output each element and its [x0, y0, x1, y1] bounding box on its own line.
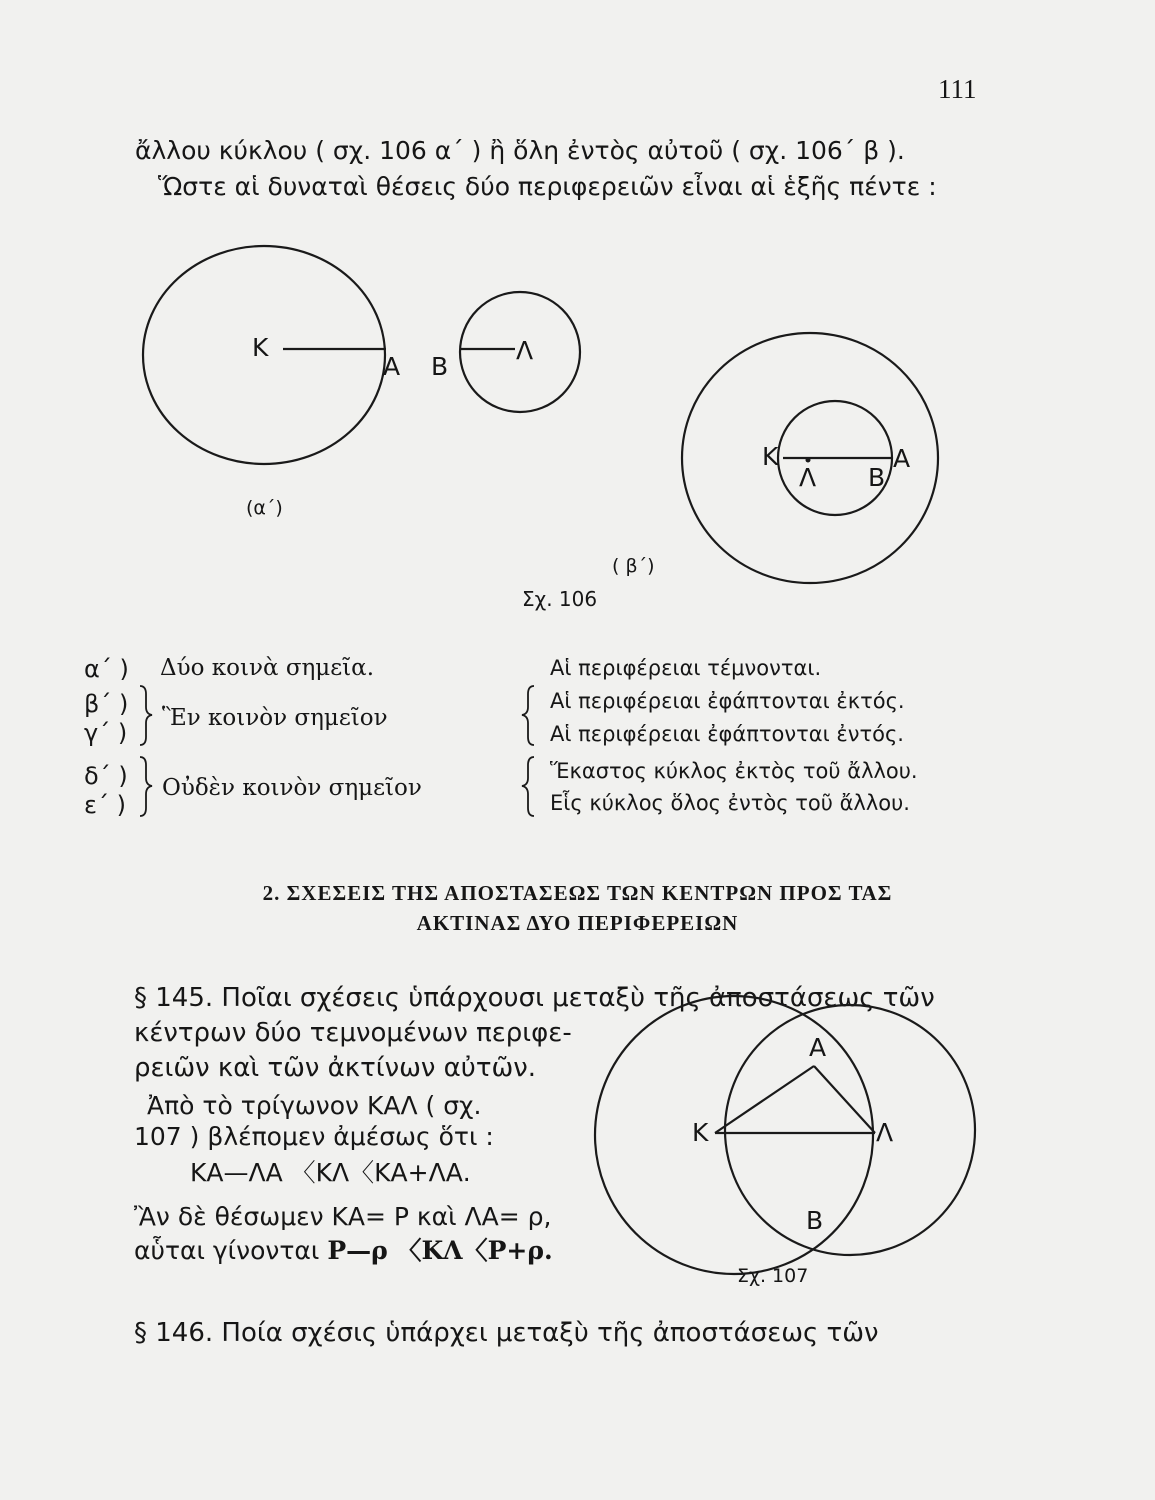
- fig107-label-a: A: [809, 1033, 827, 1062]
- case-letter-e: ε΄ ): [84, 791, 126, 819]
- fig107-label-k: K: [692, 1118, 709, 1147]
- case-letter-a: α΄ ): [84, 655, 129, 683]
- fig106b-label-l: Λ: [799, 463, 817, 492]
- para145-line-8-text: αὗται γίνονται: [134, 1236, 328, 1265]
- case-letter-b: β΄ ): [84, 690, 129, 718]
- case-common-one: Ἓν κοινὸν σημεῖον: [162, 705, 388, 731]
- fig106a-label-a: A: [383, 352, 401, 381]
- fig107-circle-l: [725, 1005, 975, 1255]
- page-number: 111: [938, 74, 977, 104]
- fig106b-caption: ( β΄): [612, 555, 655, 577]
- para145-line-5: 107 ) βλέπομεν ἀμέσως ὅτι :: [134, 1122, 494, 1151]
- fig107-caption: Σχ. 107: [737, 1265, 809, 1287]
- fig107-circle-k: [595, 996, 873, 1274]
- para145-line-2: κέντρων δύο τεμνομένων περιφε-: [134, 1018, 572, 1048]
- intro-line-2: Ὥστε αἱ δυναταὶ θέσεις δύο περιφερειῶν εἶναι αἱ ἑξῆς πέντε :: [158, 172, 937, 201]
- case-common-none: Οὐδὲν κοινὸν σημεῖον: [162, 775, 422, 801]
- case-common-two: Δύο κοινὰ σημεῖα.: [160, 655, 375, 681]
- fig106b-label-b: B: [868, 463, 886, 492]
- section-heading-line-1: 2. ΣΧΕΣΕΙΣ ΤΗΣ ΑΠΟΣΤΑΣΕΩΣ ΤΩΝ ΚΕΝΤΡΩΝ ΠΡΟΣ ΤΑΣ: [262, 881, 893, 905]
- para145-line-3: ρειῶν καὶ τῶν ἀκτίνων αὐτῶν.: [134, 1053, 537, 1083]
- case-relation-2: Αἱ περιφέρειαι ἐφάπτονται ἐκτός.: [550, 689, 905, 713]
- para146-line-1: § 146. Ποία σχέσις ὑπάρχει μεταξὺ τῆς ἀποστάσεως τῶν: [134, 1318, 879, 1348]
- case-relation-1: Αἱ περιφέρειαι τέμνονται.: [550, 656, 822, 680]
- fig107-label-l: Λ: [876, 1118, 894, 1147]
- case-letter-c: γ΄ ): [84, 719, 128, 747]
- section-heading-line-2: ΑΚΤΙΝΑΣ ΔΥΟ ΠΕΡΙΦΕΡΕΙΩΝ: [416, 911, 739, 935]
- fig106a-label-l: Λ: [516, 336, 534, 365]
- fig106a-label-k: K: [252, 333, 269, 362]
- fig106b-label-a: A: [893, 444, 911, 473]
- para145-formula: ΚΑ—ΛΑ 〈ΚΛ〈ΚΑ+ΛΑ.: [190, 1158, 471, 1187]
- fig106b-label-k: K: [762, 442, 779, 471]
- fig106-caption: Σχ. 106: [522, 587, 598, 611]
- fig107-segment-al: [814, 1066, 875, 1133]
- intro-line-1: ἄλλου κύκλου ( σχ. 106 α΄ ) ἢ ὅλη ἐντὸς αὐτοῦ ( σχ. 106΄ β ).: [135, 136, 905, 165]
- case-relation-3: Αἱ περιφέρειαι ἐφάπτονται ἐντός.: [550, 722, 904, 746]
- case-relation-5: Εἷς κύκλος ὅλος ἐντὸς τοῦ ἄλλου.: [550, 791, 910, 815]
- fig106a-label-b: B: [431, 352, 449, 381]
- para145-line-7: Ἂν δὲ θέσωμεν ΚΑ= Ρ καὶ ΛΑ= ρ,: [134, 1202, 552, 1231]
- case-relation-4: Ἕκαστος κύκλος ἐκτὸς τοῦ ἄλλου.: [550, 759, 918, 783]
- para145-line-1: § 145. Ποῖαι σχέσεις ὑπάρχουσι μεταξὺ τῆς ἀποστάσεως τῶν: [134, 983, 935, 1013]
- para145-line-4: Ἀπὸ τὸ τρίγωνον ΚΑΛ ( σχ.: [147, 1091, 482, 1120]
- fig107-label-b: B: [806, 1206, 824, 1235]
- para145-line-8-formula: Ρ—ρ 〈ΚΛ〈Ρ+ρ.: [327, 1236, 553, 1265]
- fig106a-caption: (α΄): [246, 497, 283, 519]
- case-letter-d: δ΄ ): [84, 762, 128, 790]
